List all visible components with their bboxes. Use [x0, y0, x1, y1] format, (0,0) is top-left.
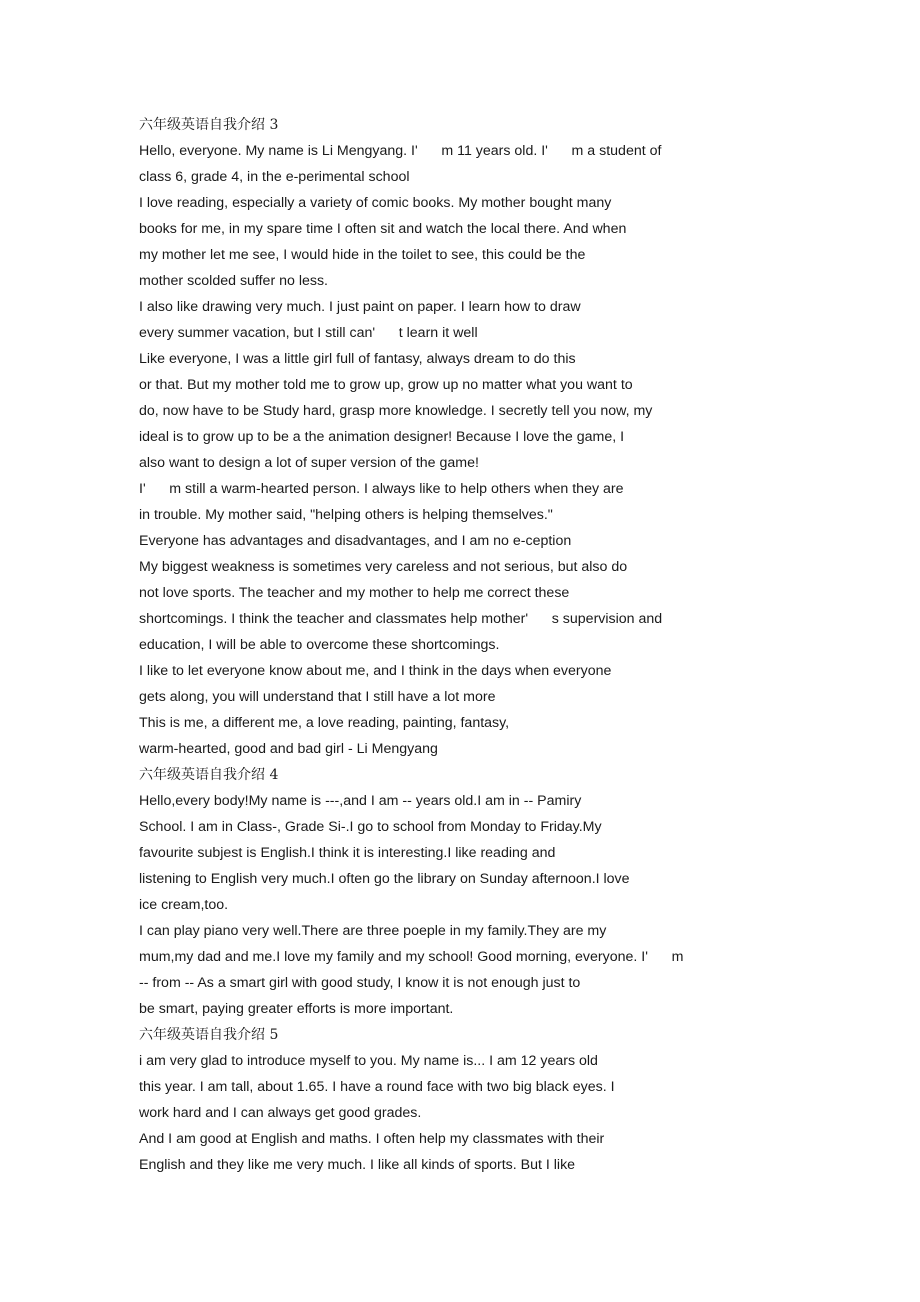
text-line: Hello, everyone. My name is Li Mengyang. I' m 11 years old. I' m a student of — [139, 143, 662, 159]
text-line: listening to English very much.I often go the library on Sunday afternoon.I love — [139, 871, 630, 887]
text-line: mother scolded suffer no less. — [139, 273, 329, 289]
text-line: School. I am in Class-, Grade Si-.I go to school from Monday to Friday.My — [139, 819, 602, 835]
document-body — [139, 112, 899, 1178]
text-line: English and they like me very much. I like all kinds of sports. But I like — [139, 1157, 576, 1173]
text-line: Everyone has advantages and disadvantages, and I am no e-ception — [139, 533, 572, 549]
section-heading: 六年级英语自我介绍 5 — [139, 1027, 279, 1043]
text-line: Like everyone, I was a little girl full of fantasy, always dream to do this — [139, 351, 576, 367]
text-line: My biggest weakness is sometimes very careless and not serious, but also do — [139, 559, 628, 575]
text-line: warm-hearted, good and bad girl - Li Mengyang — [139, 741, 438, 757]
text-line: This is me, a different me, a love reading, painting, fantasy, — [139, 715, 510, 731]
text-line: Hello,every body!My name is ---,and I am -- years old.I am in -- Pamiry — [139, 793, 582, 809]
text-line: education, I will be able to overcome these shortcomings. — [139, 637, 500, 653]
text-line: do, now have to be Study hard, grasp more knowledge. I secretly tell you now, my — [139, 403, 653, 419]
text-line: every summer vacation, but I still can' t learn it well — [139, 325, 478, 341]
section-heading: 六年级英语自我介绍 4 — [139, 767, 279, 783]
text-line: or that. But my mother told me to grow up, grow up no matter what you want to — [139, 377, 633, 393]
text-line: And I am good at English and maths. I often help my classmates with their — [139, 1131, 605, 1147]
text-line: I' m still a warm-hearted person. I always like to help others when they are — [139, 481, 624, 497]
text-line: shortcomings. I think the teacher and classmates help mother' s supervision and — [139, 611, 663, 627]
text-line: -- from -- As a smart girl with good study, I know it is not enough just to — [139, 975, 581, 991]
text-line: work hard and I can always get good grades. — [139, 1105, 422, 1121]
text-line: my mother let me see, I would hide in the toilet to see, this could be the — [139, 247, 586, 263]
text-line: I can play piano very well.There are three poeple in my family.They are my — [139, 923, 607, 939]
text-line: I like to let everyone know about me, and I think in the days when everyone — [139, 663, 612, 679]
text-line: in trouble. My mother said, "helping others is helping themselves." — [139, 507, 553, 523]
text-line: mum,my dad and me.I love my family and my school! Good morning, everyone. I' m — [139, 949, 684, 965]
text-line: I love reading, especially a variety of comic books. My mother bought many — [139, 195, 612, 211]
text-line: be smart, paying greater efforts is more important. — [139, 1001, 454, 1017]
text-line: not love sports. The teacher and my mother to help me correct these — [139, 585, 570, 601]
text-line: books for me, in my spare time I often sit and watch the local there. And when — [139, 221, 627, 237]
text-line: ideal is to grow up to be a the animation designer! Because I love the game, I — [139, 429, 625, 445]
text-line: gets along, you will understand that I still have a lot more — [139, 689, 496, 705]
text-line: i am very glad to introduce myself to you. My name is... I am 12 years old — [139, 1053, 598, 1069]
text-line: also want to design a lot of super version of the game! — [139, 455, 479, 471]
text-line: class 6, grade 4, in the e-perimental school — [139, 169, 410, 185]
text-line: this year. I am tall, about 1.65. I have a round face with two big black eyes. I — [139, 1079, 615, 1095]
text-line: I also like drawing very much. I just paint on paper. I learn how to draw — [139, 299, 581, 315]
text-line: ice cream,too. — [139, 897, 229, 913]
text-line: favourite subjest is English.I think it is interesting.I like reading and — [139, 845, 556, 861]
section-heading: 六年级英语自我介绍 3 — [139, 117, 279, 133]
